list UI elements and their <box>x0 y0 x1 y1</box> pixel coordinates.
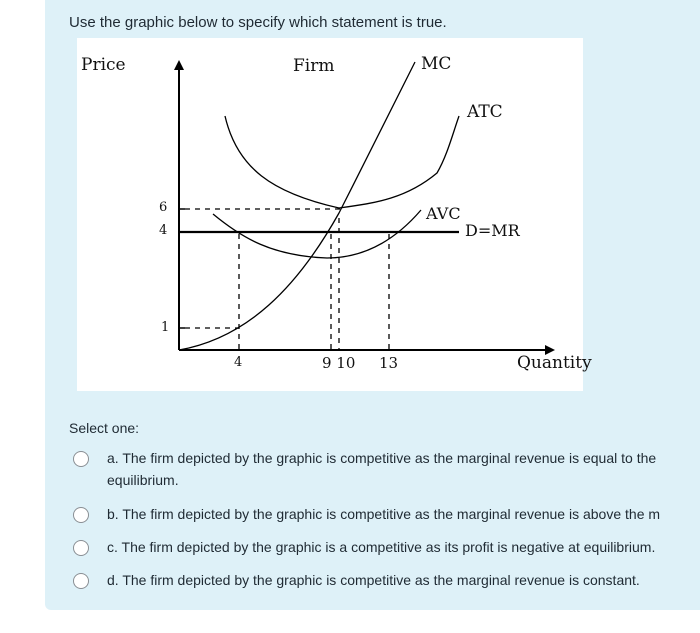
x-axis-label: Quantity <box>517 353 592 373</box>
radio-c[interactable] <box>73 540 89 556</box>
question-panel <box>45 0 700 610</box>
mc-label: MC <box>421 54 452 74</box>
x-tick-label-13: 13 <box>379 354 399 372</box>
radio-d[interactable] <box>73 573 89 589</box>
atc-curve <box>225 116 459 208</box>
avc-curve <box>213 210 421 258</box>
firm-cost-graph <box>77 38 592 391</box>
answer-option-c[interactable] <box>73 536 700 558</box>
option-d-text: d. The firm depicted by the graphic is competitive as the marginal revenue is constant. <box>107 572 640 588</box>
select-one-label: Select one: <box>69 420 140 436</box>
option-a-text: a. The firm depicted by the graphic is competitive as the marginal revenue is equal to the <box>107 450 657 466</box>
option-c-text: c. The firm depicted by the graphic is a competitive as its profit is negative at equilibrium. <box>107 539 656 555</box>
answer-option-d[interactable] <box>73 569 700 591</box>
x-tick-label-9-10: 9 10 <box>322 354 356 372</box>
mc-curve <box>179 62 415 350</box>
y-axis-label: Price <box>81 55 126 75</box>
atc-label: ATC <box>467 102 503 122</box>
x-tick-label-4: 4 <box>234 355 243 370</box>
y-tick-label-4: 4 <box>159 223 168 238</box>
avc-label: AVC <box>426 204 461 223</box>
graph-svg <box>77 38 583 391</box>
option-b-text: b. The firm depicted by the graphic is competitive as the marginal revenue is above the m <box>107 506 661 522</box>
question-prompt: Use the graphic below to specify which statement is true. <box>69 14 447 31</box>
answer-option-a[interactable] <box>73 447 700 491</box>
y-axis-arrow <box>174 60 184 70</box>
radio-b[interactable] <box>73 507 89 523</box>
y-tick-label-6: 6 <box>159 200 168 215</box>
graph-title: Firm <box>293 56 335 76</box>
radio-a[interactable] <box>73 451 89 467</box>
option-a-text-cont: equilibrium. <box>107 472 179 488</box>
d-mr-label: D=MR <box>465 221 520 240</box>
answer-option-b[interactable] <box>73 503 700 525</box>
y-tick-label-1: 1 <box>161 320 170 335</box>
